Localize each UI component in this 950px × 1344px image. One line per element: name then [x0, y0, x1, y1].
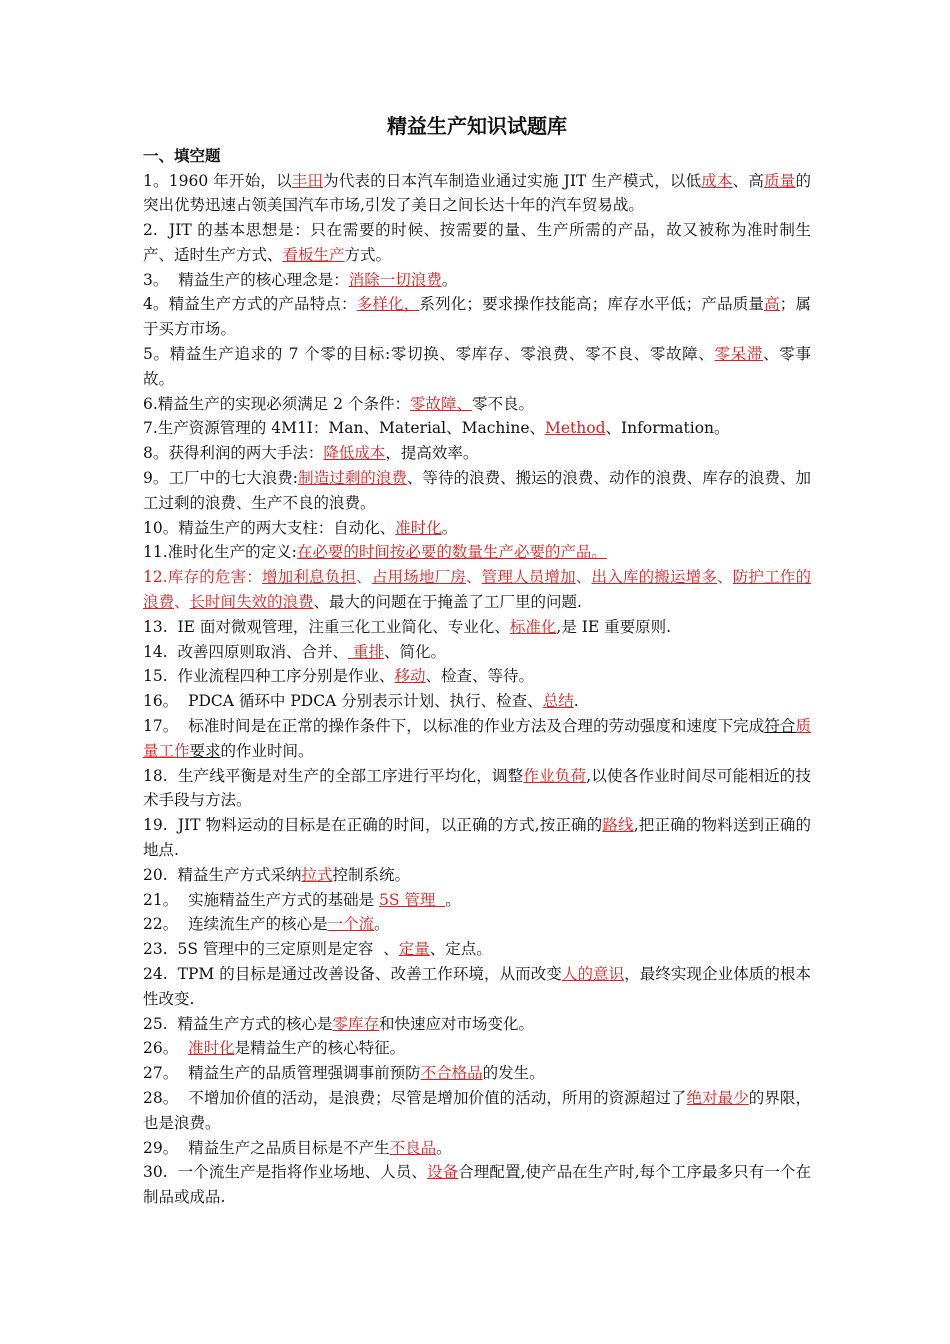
- answer-text: 长时间失效的浪费: [189, 593, 314, 612]
- question-text: 7.生产资源管理的 4M1I：Man、Material、Machine、: [143, 419, 545, 438]
- question-text: 29。 精益生产之品质目标是不产生: [143, 1138, 390, 1157]
- question-text: 8。获得利润的两大手法：: [143, 444, 324, 463]
- question-item: [143, 962, 811, 1012]
- question-text: 2. JIT 的基本思想是：只在需要的时候、按需要的量、生产所需的产品，故又被称为准时制生产、适时生产方式、: [143, 221, 811, 264]
- answer-text: 防护工作的浪费: [143, 568, 811, 612]
- question-text: 23. 5S 管理中的三定原则是定容 、: [143, 940, 399, 959]
- question-item: [143, 764, 811, 814]
- answer-text: 高: [764, 295, 780, 314]
- answer-text: 5S 管理: [379, 890, 446, 909]
- question-item: [143, 1036, 811, 1061]
- question-text: 。: [445, 890, 461, 909]
- question-text: 、等待的浪费、搬运的浪费、动作的浪费、库存的浪费、加工过剩的浪费、生产不良的浪费。: [143, 469, 811, 512]
- question-text: 6.精益生产的实现必须满足 2 个条件：: [143, 394, 411, 413]
- question-text: 19. JIT 物料运动的目标是在正确的时间，以正确的方式,按正确的: [143, 816, 603, 835]
- question-text: 零不良。: [472, 394, 535, 413]
- question-text: 27。 精益生产的品质管理强调事前预防: [143, 1064, 421, 1083]
- question-item: [143, 1086, 811, 1136]
- answer-text: 丰田: [291, 171, 324, 190]
- answer-text: 质量: [764, 171, 796, 190]
- question-text: 、: [465, 568, 482, 587]
- question-item: [143, 392, 811, 417]
- question-text: 。: [441, 518, 458, 537]
- question-item: [143, 1061, 811, 1086]
- section-heading: 一、填空题: [143, 147, 221, 165]
- question-text: ,以使各作业时间尽可能相近的技术手段与方法。: [143, 766, 811, 810]
- question-text: 、高: [732, 171, 765, 190]
- answer-text: 重排: [348, 642, 384, 661]
- underlined-text: 符合: [764, 717, 796, 736]
- question-item: [143, 937, 811, 962]
- answer-text: 移动: [394, 667, 426, 686]
- question-item: [143, 1136, 811, 1161]
- question-list: [143, 169, 811, 1210]
- question-text: ，最终实现企业体质的根本性改变.: [143, 965, 811, 1008]
- question-item: [143, 565, 811, 615]
- question-text: 、: [575, 568, 592, 587]
- question-item: [143, 516, 811, 541]
- answer-text: 零库存: [332, 1014, 380, 1033]
- question-text: ,把正确的物料送到正确的地点.: [143, 816, 811, 860]
- answer-text: 占用场地厂房: [371, 568, 466, 587]
- question-text: 11.准时化生产的定义:: [143, 543, 297, 562]
- question-text: ；属于买方市场。: [143, 295, 811, 339]
- question-item: [143, 416, 811, 441]
- question-text: 、最大的问题在于掩盖了工厂里的问题.: [313, 593, 582, 612]
- question-item: [143, 863, 811, 888]
- answer-text: 标准化: [509, 617, 557, 636]
- question-text: 10。精益生产的两大支柱：自动化、: [143, 518, 396, 537]
- question-text: 控制系统。: [332, 865, 411, 884]
- question-item: [143, 169, 811, 219]
- question-text: 方式。: [344, 245, 392, 264]
- answer-text: 不良品: [389, 1138, 437, 1157]
- question-text: 为代表的日本汽车制造业通过实施 JIT 生产模式，以低: [323, 171, 702, 190]
- answer-text: 出入库的搬运增多: [591, 568, 718, 587]
- question-text: 15. 作业流程四种工序分别是作业、: [143, 667, 395, 686]
- question-text: 、: [174, 593, 190, 612]
- question-text: 5。精益生产追求的 7 个零的目标:零切换、零库存、零浪费、零不良、零故障、: [143, 345, 715, 364]
- document-page: [143, 112, 811, 1210]
- question-item: [143, 912, 811, 937]
- question-item: [143, 466, 811, 516]
- answer-text: 定量: [398, 940, 430, 959]
- answer-text: 准时化: [188, 1039, 235, 1058]
- question-text: 20. 精益生产方式采纳: [143, 865, 302, 884]
- question-item: [143, 888, 811, 913]
- question-text: 。: [436, 1138, 452, 1157]
- question-item: [143, 1012, 811, 1037]
- question-text: 30. 一个流生产是指将作业场地、人员、: [143, 1163, 428, 1182]
- answer-text: 增加利息负担: [261, 568, 357, 587]
- answer-text: 总结: [542, 692, 574, 711]
- answer-text: 在必要的时间按必要的数量生产必要的产品。: [296, 543, 607, 562]
- question-item: [143, 342, 811, 392]
- document-title: 精益生产知识试题库: [387, 114, 567, 138]
- question-item: [143, 689, 811, 714]
- answer-text: 拉式: [301, 865, 333, 884]
- question-text: 21。 实施精益生产方式的基础是: [143, 890, 380, 909]
- question-text: 的界限，也是浪费。: [143, 1088, 811, 1132]
- question-text: 26。: [143, 1039, 189, 1058]
- question-text: 的发生。: [482, 1064, 545, 1083]
- question-text: 、零事故。: [143, 345, 811, 388]
- question-item: [143, 615, 811, 640]
- answer-text: 作业负荷: [523, 766, 587, 785]
- answer-text: 看板生产: [282, 245, 345, 264]
- question-text: 18. 生产线平衡是对生产的全部工序进行平均化，调整: [143, 766, 524, 785]
- question-text: 是精益生产的核心特征。: [234, 1039, 406, 1058]
- answer-text: 制造过剩的浪费: [298, 469, 407, 488]
- question-text: 28。 不增加价值的活动，是浪费；尽管是增加价值的活动，所用的资源超过了: [143, 1088, 687, 1107]
- question-text: 、简化。: [383, 642, 446, 661]
- question-text: 4。精益生产方式的产品特点：: [143, 295, 357, 314]
- question-text: 。: [374, 915, 390, 934]
- question-text: 16。 PDCA 循环中 PDCA 分别表示计划、执行、检查、: [143, 692, 543, 711]
- question-item: [143, 1160, 811, 1210]
- question-item: [143, 640, 811, 665]
- question-text: 、定点。: [429, 940, 492, 959]
- question-item: [143, 441, 811, 466]
- question-text: 25. 精益生产方式的核心是: [143, 1014, 333, 1033]
- question-text: 17。 标准时间是在正常的操作条件下，以标准的作业方法及合理的劳动强度和速度下完成: [143, 717, 765, 736]
- answer-text: 降低成本: [323, 444, 386, 463]
- question-item: [143, 540, 811, 565]
- question-text: 1。1960 年开始，以: [143, 171, 292, 190]
- question-text: 的作业时间。: [220, 741, 314, 760]
- underlined-text: 要求: [189, 741, 221, 760]
- question-text: 。: [441, 270, 458, 289]
- answer-text: 多样化，: [356, 295, 420, 314]
- question-text: 、Information。: [605, 419, 730, 438]
- answer-text: 准时化: [395, 518, 442, 537]
- question-text: 12.库存的危害：: [143, 568, 262, 587]
- question-text: 22。 连续流生产的核心是: [143, 915, 328, 934]
- answer-text: 消除一切浪费: [348, 270, 442, 289]
- question-item: [143, 292, 811, 342]
- question-item: [143, 813, 811, 863]
- question-text: 13. IE 面对微观管理，注重三化工业简化、专业化、: [143, 617, 510, 636]
- answer-text: 质量工作: [143, 717, 811, 760]
- answer-text: 一个流: [327, 915, 375, 934]
- answer-text: 设备: [427, 1163, 459, 1182]
- question-text: 14. 改善四原则取消、合并、: [143, 642, 349, 661]
- answer-text: 管理人员增加: [481, 568, 576, 587]
- question-text: 的突出优势迅速占领美国汽车市场,引发了美日之间长达十年的汽车贸易战。: [143, 171, 811, 215]
- question-text: 、: [356, 568, 372, 587]
- question-text: 、检查、等待。: [425, 667, 535, 686]
- question-text: 合理配置,使产品在生产时,每个工序最多只有一个在制品或成品.: [143, 1163, 811, 1207]
- answer-text: 零呆滞: [714, 345, 764, 364]
- answer-text: 零故障、: [410, 394, 473, 413]
- question-text: 9。工厂中的七大浪费:: [143, 469, 299, 488]
- question-item: [143, 218, 811, 268]
- question-text: 和快速应对市场变化。: [379, 1014, 535, 1033]
- answer-text: 绝对最少: [686, 1088, 749, 1107]
- answer-text: 人的意识: [561, 965, 625, 983]
- answer-text: 不合格品: [420, 1064, 483, 1083]
- question-text: ,是 IE 重要原则.: [556, 617, 672, 636]
- question-item: [143, 268, 811, 293]
- question-text: .: [573, 692, 579, 711]
- question-text: 3。 精益生产的核心理念是：: [143, 270, 349, 289]
- question-text: 24. TPM 的目标是通过改善设备、改善工作环境，从而改变: [143, 965, 562, 983]
- question-text: 系列化；要求操作技能高；库存水平低；产品质量: [419, 295, 765, 314]
- question-text: ，提高效率。: [385, 444, 479, 463]
- question-item: [143, 664, 811, 689]
- question-text: 、: [717, 568, 733, 587]
- answer-text: 路线: [602, 816, 634, 835]
- question-item: [143, 714, 811, 764]
- answer-text: Method: [545, 419, 606, 438]
- answer-text: 成本: [701, 171, 733, 190]
